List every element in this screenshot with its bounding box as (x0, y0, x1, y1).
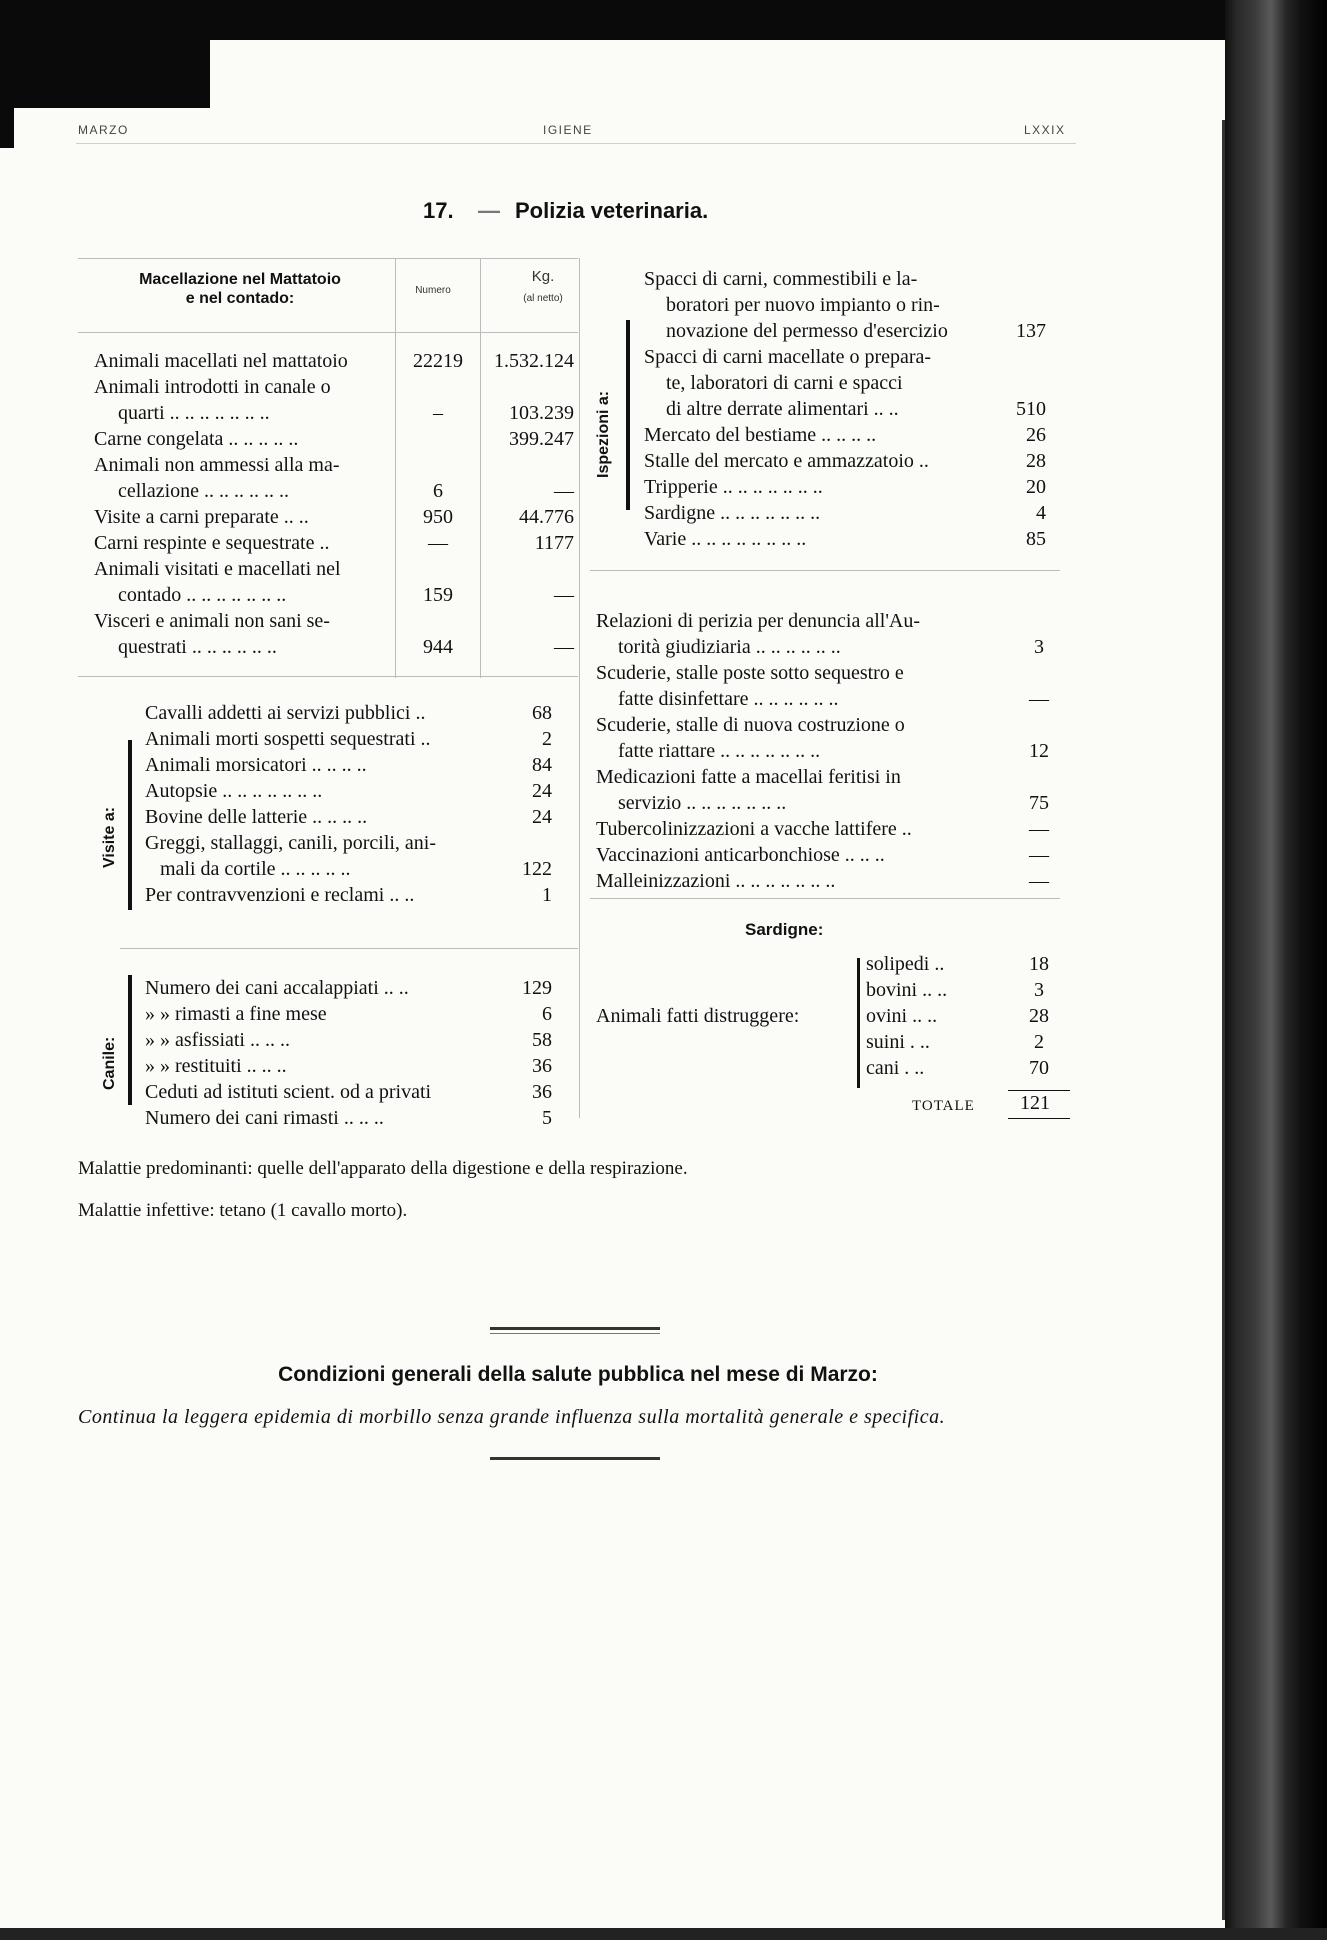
scan-border-corner (0, 0, 210, 108)
section-dash: — (478, 198, 500, 223)
relazioni-row-value: — (1029, 688, 1049, 710)
col-kg-subheader: (al netto) (523, 293, 563, 304)
macellazione-row-text: Animali non ammessi alla ma- (94, 454, 340, 476)
ispezioni-row-text: Varie .. .. .. .. .. .. .. .. (644, 528, 807, 550)
canile-row-value: 58 (532, 1029, 552, 1051)
macellazione-row-numero: 22219 (413, 350, 463, 372)
canile-row-value: 36 (532, 1055, 552, 1077)
macellazione-row-text: Animali macellati nel mattatoio (94, 350, 348, 372)
visite-row-value: 122 (522, 858, 552, 880)
ispezioni-row-text: Sardigne .. .. .. .. .. .. .. (644, 502, 821, 524)
macellazione-row-kg: — (554, 584, 574, 606)
macellazione-row-text: Animali visitati e macellati nel (94, 558, 341, 580)
canile-row-value: 36 (532, 1081, 552, 1103)
visite-row-text: Greggi, stallaggi, canili, porcili, ani- (145, 832, 437, 854)
relazioni-row-value: 3 (1034, 636, 1044, 658)
total-label: TOTALE (912, 1098, 975, 1114)
visite-row-text: Bovine delle latterie .. .. .. .. (145, 806, 368, 828)
visite-row-text: Per contravvenzioni e reclami .. .. (145, 884, 415, 906)
macellazione-row-numero: 944 (423, 636, 453, 658)
separator-rule-top-thin (490, 1333, 660, 1334)
sardigne-brace (857, 958, 860, 1088)
sardigne-row-value: 2 (1034, 1031, 1044, 1053)
col-divider-2 (480, 258, 481, 678)
relazioni-row-value: — (1029, 870, 1049, 892)
visite-bottom-rule (120, 948, 578, 949)
center-divider (579, 258, 580, 1118)
canile-row-text: Numero dei cani rimasti .. .. .. (145, 1107, 384, 1129)
canile-brace (128, 975, 132, 1105)
relazioni-row-text: fatte riattare .. .. .. .. .. .. .. (618, 740, 821, 762)
canile-row-text: Numero dei cani accalappiati .. .. (145, 977, 409, 999)
relazioni-row-text: fatte disinfettare .. .. .. .. .. .. (618, 688, 839, 710)
relazioni-row-text: Relazioni di perizia per denuncia all'Au- (596, 610, 921, 632)
relazioni-bottom-rule (590, 898, 1060, 899)
ispezioni-row-text: boratori per nuovo impianto o rin- (666, 294, 940, 316)
canile-label: Canile: (101, 1036, 118, 1090)
sardigne-row-text: suini . .. (866, 1031, 930, 1053)
macellazione-row-numero: – (433, 402, 443, 424)
sardigne-row-value: 28 (1029, 1005, 1049, 1027)
visite-row-text: Animali morsicatori .. .. .. .. (145, 754, 367, 776)
total-value: 121 (1020, 1092, 1050, 1114)
ispezioni-row-value: 20 (1026, 476, 1046, 498)
relazioni-row-text: Tubercolinizzazioni a vacche lattifere .. (596, 818, 912, 840)
macellazione-row-kg: 1.532.124 (494, 350, 574, 372)
visite-row-value: 2 (542, 728, 552, 750)
condizioni-heading: Condizioni generali della salute pubblica nel mese di Marzo: (278, 1363, 878, 1386)
section-title: Polizia veterinaria. (515, 198, 709, 223)
visite-row-value: 68 (532, 702, 552, 724)
macellazione-row-kg: 103.239 (509, 402, 574, 424)
visite-row-text: Animali morti sospetti sequestrati .. (145, 728, 431, 750)
col-numero-header: Numero (415, 285, 451, 296)
canile-row-text: » » restituiti .. .. .. (145, 1055, 287, 1077)
macellazione-row-numero: 950 (423, 506, 453, 528)
canile-row-text: » » asfissiati .. .. .. (145, 1029, 290, 1051)
macellazione-row-text: Visite a carni preparate .. .. (94, 506, 309, 528)
ispezioni-row-value: 510 (1016, 398, 1046, 420)
note-malattie-predominanti: Malattie predominanti: quelle dell'apparato della digestione e della respirazione. (78, 1158, 688, 1179)
ispezioni-row-value: 26 (1026, 424, 1046, 446)
scan-border-bottom (0, 1928, 1327, 1940)
macellazione-row-kg: 399.247 (509, 428, 574, 450)
macellazione-row-numero: — (428, 532, 448, 554)
ispezioni-row-value: 28 (1026, 450, 1046, 472)
macellazione-row-kg: — (554, 636, 574, 658)
relazioni-row-text: Malleinizzazioni .. .. .. .. .. .. .. (596, 870, 836, 892)
ispezioni-row-text: Spacci di carni macellate o prepara- (644, 346, 932, 368)
ispezioni-row-text: Spacci di carni, commestibili e la- (644, 268, 918, 290)
macellazione-row-text: Carni respinte e sequestrate .. (94, 532, 330, 554)
sardigne-heading: Sardigne: (745, 920, 824, 939)
relazioni-row-text: torità giudiziaria .. .. .. .. .. .. (618, 636, 841, 658)
sardigne-row-text: cani . .. (866, 1057, 925, 1079)
ispezioni-row-value: 4 (1036, 502, 1046, 524)
sardigne-row-value: 70 (1029, 1057, 1049, 1079)
canile-row-value: 5 (542, 1107, 552, 1129)
macellazione-row-text: cellazione .. .. .. .. .. .. (118, 480, 290, 502)
ispezioni-label: Ispezioni a: (595, 390, 612, 478)
sardigne-row-text: ovini .. .. (866, 1005, 938, 1027)
relazioni-row-text: Scuderie, stalle di nuova costruzione o (596, 714, 905, 736)
ispezioni-row-value: 85 (1026, 528, 1046, 550)
visite-brace (128, 740, 132, 910)
separator-rule-bottom (490, 1457, 660, 1460)
relazioni-row-text: Scuderie, stalle poste sotto sequestro e (596, 662, 904, 684)
visite-row-value: 84 (532, 754, 552, 776)
macellazione-row-numero: 6 (433, 480, 443, 502)
condizioni-text: Continua la leggera epidemia di morbillo senza grande influenza sulla mortalità generale e specifica. (78, 1406, 946, 1428)
ispezioni-row-text: novazione del permesso d'esercizio (666, 320, 948, 342)
col-kg-header: Kg. (531, 268, 555, 285)
visite-row-value: 24 (532, 806, 552, 828)
macellazione-row-text: quarti .. .. .. .. .. .. .. (118, 402, 270, 424)
visite-row-value: 24 (532, 780, 552, 802)
sardigne-label: Animali fatti distruggere: (596, 1005, 800, 1027)
table-top-rule (78, 258, 578, 259)
running-header-page: LXXIX (1024, 123, 1066, 137)
macellazione-row-text: Carne congelata .. .. .. .. .. (94, 428, 299, 450)
separator-rule-top (490, 1327, 660, 1330)
canile-row-text: » » rimasti a fine mese (145, 1003, 327, 1025)
ispezioni-row-text: Mercato del bestiame .. .. .. .. (644, 424, 877, 446)
visite-row-text: Autopsie .. .. .. .. .. .. .. (145, 780, 323, 802)
macellazione-heading: Macellazione nel Mattatoio e nel contado: (139, 271, 341, 307)
macellazione-row-kg: 1177 (534, 532, 574, 554)
macellazione-row-numero: 159 (423, 584, 453, 606)
running-header-month: MARZO (78, 123, 129, 137)
ispezioni-row-text: di altre derrate alimentari .. .. (666, 398, 899, 420)
relazioni-row-text: Vaccinazioni anticarbonchiose .. .. .. (596, 844, 885, 866)
header-rule (76, 143, 1076, 144)
section-number: 17. (423, 198, 454, 223)
sardigne-row-value: 18 (1029, 953, 1049, 975)
header-bottom-rule (78, 332, 578, 333)
visite-row-text: Cavalli addetti ai servizi pubblici .. (145, 702, 426, 724)
ispezioni-row-text: Stalle del mercato e ammazzatoio .. (644, 450, 929, 472)
macellazione-row-text: Visceri e animali non sani se- (94, 610, 330, 632)
canile-row-text: Ceduti ad istituti scient. od a privati (145, 1081, 432, 1103)
relazioni-row-value: 75 (1029, 792, 1049, 814)
scan-border-left (0, 38, 14, 148)
scan-spine (1225, 0, 1327, 1940)
running-header-title: IGIENE (543, 123, 593, 137)
canile-row-value: 129 (522, 977, 552, 999)
total-bottom-rule (1008, 1118, 1070, 1119)
canile-row-value: 6 (542, 1003, 552, 1025)
visite-label: Visite a: (101, 806, 118, 868)
ispezioni-brace (626, 320, 630, 510)
relazioni-row-value: 12 (1029, 740, 1049, 762)
relazioni-row-value: — (1029, 818, 1049, 840)
macellazione-row-kg: 44.776 (519, 506, 574, 528)
visite-row-text: mali da cortile .. .. .. .. .. (160, 858, 351, 880)
macellazione-row-text: contado .. .. .. .. .. .. .. (118, 584, 287, 606)
relazioni-row-text: servizio .. .. .. .. .. .. .. (618, 792, 787, 814)
ispezioni-bottom-rule (590, 570, 1060, 571)
note-malattie-infettive: Malattie infettive: tetano (1 cavallo morto). (78, 1200, 408, 1221)
macellazione-row-text: questrati .. .. .. .. .. .. (118, 636, 277, 658)
ispezioni-row-text: Tripperie .. .. .. .. .. .. .. (644, 476, 823, 498)
sardigne-row-value: 3 (1034, 979, 1044, 1001)
relazioni-row-value: — (1029, 844, 1049, 866)
ispezioni-row-value: 137 (1016, 320, 1046, 342)
macellazione-row-kg: — (554, 480, 574, 502)
ispezioni-row-text: te, laboratori di carni e spacci (666, 372, 903, 394)
visite-row-value: 1 (542, 884, 552, 906)
sardigne-row-text: solipedi .. (866, 953, 945, 975)
relazioni-row-text: Medicazioni fatte a macellai feritisi in (596, 766, 901, 788)
col-divider-1 (395, 258, 396, 678)
sardigne-row-text: bovini .. .. (866, 979, 948, 1001)
macellazione-bottom-rule (78, 676, 578, 677)
macellazione-row-text: Animali introdotti in canale o (94, 376, 331, 398)
